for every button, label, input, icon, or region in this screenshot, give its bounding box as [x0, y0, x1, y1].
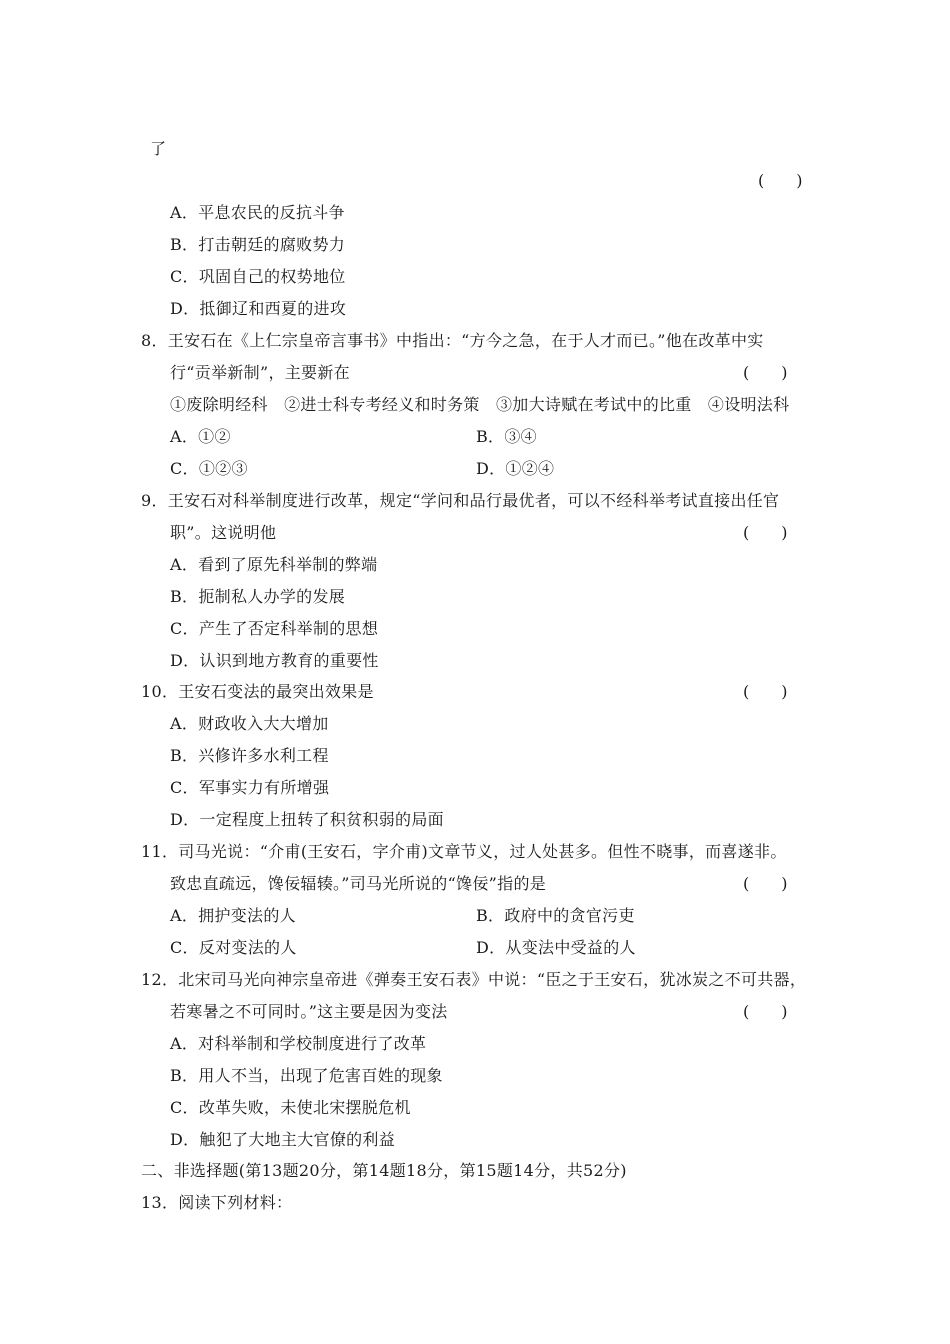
- option-b: B．打击朝廷的腐败势力: [170, 235, 346, 254]
- question-8-items: ①废除明经科 ②进士科专考经义和时务策 ③加大诗赋在考试中的比重 ④设明法科: [170, 395, 790, 414]
- option-b: B．用人不当，出现了危害百姓的现象: [170, 1066, 443, 1085]
- option-a: A．①②: [170, 427, 231, 446]
- option-a: A．对科举制和学校制度进行了改革: [170, 1034, 427, 1053]
- option-c: C．巩固自己的权势地位: [170, 267, 346, 286]
- question-13-stem: 13．阅读下列材料：: [141, 1193, 293, 1212]
- answer-bracket: ( ): [743, 1002, 788, 1021]
- question-8-stem-cont: 行“贡举新制”，主要新在: [170, 363, 350, 382]
- text-line: 了: [150, 139, 167, 158]
- option-c: C．改革失败，未使北宋摆脱危机: [170, 1098, 411, 1117]
- question-12-stem: 12．北宋司马光向神宗皇帝进《弹奏王安石表》中说：“臣之于王安石，犹冰炭之不可共器，: [141, 970, 807, 989]
- question-12-stem-cont: 若寒暑之不可同时。”这主要是因为变法: [170, 1002, 448, 1021]
- option-d: D．触犯了大地主大官僚的利益: [170, 1130, 396, 1149]
- question-9-stem: 9．王安石对科举制度进行改革，规定“学问和品行最优者，可以不经科举考试直接出任官: [141, 491, 780, 510]
- option-b: B．③④: [476, 427, 537, 446]
- answer-bracket: ( ): [743, 363, 788, 382]
- question-11-stem-cont: 致忠直疏远，馋佞辐辏。”司马光所说的“馋佞”指的是: [170, 874, 547, 893]
- option-d: D．一定程度上扭转了积贫积弱的局面: [170, 810, 444, 829]
- question-10-stem: 10．王安石变法的最突出效果是: [141, 682, 374, 701]
- option-a: A．拥护变法的人: [170, 906, 296, 925]
- option-a: A．平息农民的反抗斗争: [170, 203, 345, 222]
- option-a: A．财政收入大大增加: [170, 714, 329, 733]
- option-b: B．政府中的贪官污吏: [476, 906, 635, 925]
- option-b: B．兴修许多水利工程: [170, 746, 329, 765]
- option-c: C．军事实力有所增强: [170, 778, 330, 797]
- option-c: C．反对变法的人: [170, 938, 297, 957]
- option-c: C．产生了否定科举制的思想: [170, 619, 379, 638]
- option-d: D．①②④: [476, 459, 555, 478]
- question-8-stem: 8．王安石在《上仁宗皇帝言事书》中指出：“方今之急，在于人才而已。”他在改革中实: [141, 331, 764, 350]
- answer-bracket: ( ): [743, 874, 788, 893]
- question-11-stem: 11．司马光说：“介甫(王安石，字介甫)文章节义，过人处甚多。但性不晓事，而喜遂非。: [141, 842, 787, 861]
- answer-bracket: ( ): [758, 171, 803, 190]
- question-9-stem-cont: 职”。这说明他: [170, 523, 277, 542]
- option-d: D．认识到地方教育的重要性: [170, 651, 379, 670]
- option-d: D．从变法中受益的人: [476, 938, 636, 957]
- section-heading: 二、非选择题(第13题20分，第14题18分，第15题14分，共52分): [141, 1161, 627, 1180]
- option-d: D．抵御辽和西夏的进攻: [170, 299, 347, 318]
- option-a: A．看到了原先科举制的弊端: [170, 555, 378, 574]
- answer-bracket: ( ): [743, 682, 788, 701]
- answer-bracket: ( ): [743, 523, 788, 542]
- option-c: C．①②③: [170, 459, 248, 478]
- option-b: B．扼制私人办学的发展: [170, 587, 346, 606]
